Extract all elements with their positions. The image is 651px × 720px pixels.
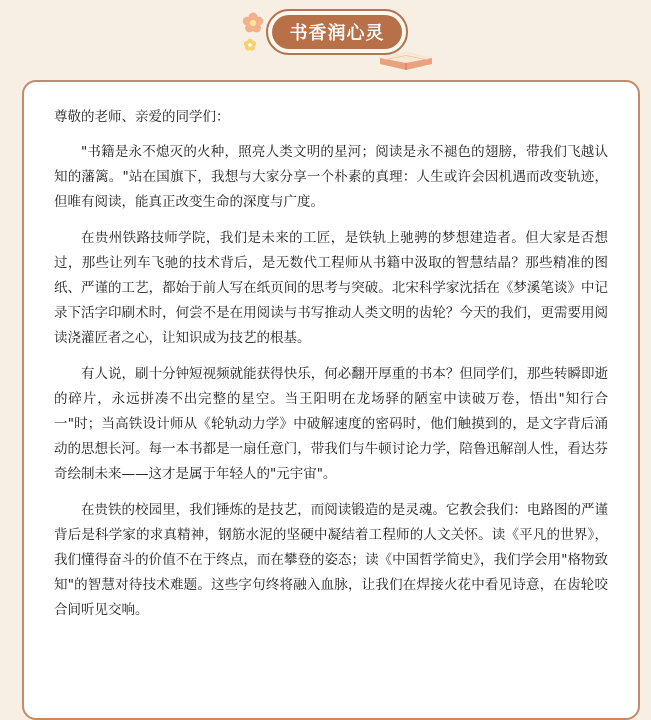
page-title: 书香润心灵: [272, 15, 402, 49]
greeting: 尊敬的老师、亲爱的同学们：: [54, 109, 230, 125]
paragraph: 在贵铁的校园里，我们锤炼的是技艺，而阅读锻造的是灵魂。它教会我们：电路图的严谨背后是科学家的求真精神，钢筋水泥的坚硬中凝结着工程师的人文关怀。读《平凡的世界》，我们懂得奋斗的价值不在于终点，而在攀登的姿态；读《中国哲学简史》，我们学会用"格物致知"的智慧对待技术难题。这些字句终将融入血脉，让我们在焊接火花中看见诗意，在齿轮咬合间听见交响。: [54, 502, 608, 618]
flower-icon: [238, 10, 268, 56]
speech-card: [22, 80, 640, 720]
paragraph: "书籍是永不熄灭的火种，照亮人类文明的星河；阅读是永不褪色的翅膀，带我们飞越认知的藩篱。"站在国旗下，我想与大家分享一个朴素的真理：人生或许会因机遇而改变轨迹，但唯有阅读，能真正改变生命的深度与广度。: [54, 144, 608, 210]
book-icon: [376, 42, 436, 72]
paragraph: 有人说，刷十分钟短视频就能获得快乐，何必翻开厚重的书本？但同学们，那些转瞬即逝的碎片，永远拼凑不出完整的星空。当王阳明在龙场驿的陋室中读破万卷，悟出"知行合一"时；当高铁设计师从《轮轨动力学》中破解速度的密码时，他们触摸到的，是文字背后涌动的思想长河。每一本书都是一扇任意门，带我们与牛顿讨论力学，陪鲁迅解剖人性，看达芬奇绘制未来——这才是属于年轻人的"元宇宙"。: [54, 366, 608, 482]
header: [0, 0, 651, 80]
paragraph: 在贵州铁路技师学院，我们是未来的工匠，是铁轨上驰骋的梦想建造者。但大家是否想过，那些让列车飞驰的技术背后，是无数代工程师从书籍中汲取的智慧结晶？那些精准的图纸、严谨的工艺，都始于前人写在纸页间的思考与突破。北宋科学家沈括在《梦溪笔谈》中记录下活字印刷术时，何尝不是在用阅读与书写推动人类文明的齿轮？今天的我们，更需要用阅读浇灌匠者之心，让知识成为技艺的根基。: [54, 230, 608, 346]
